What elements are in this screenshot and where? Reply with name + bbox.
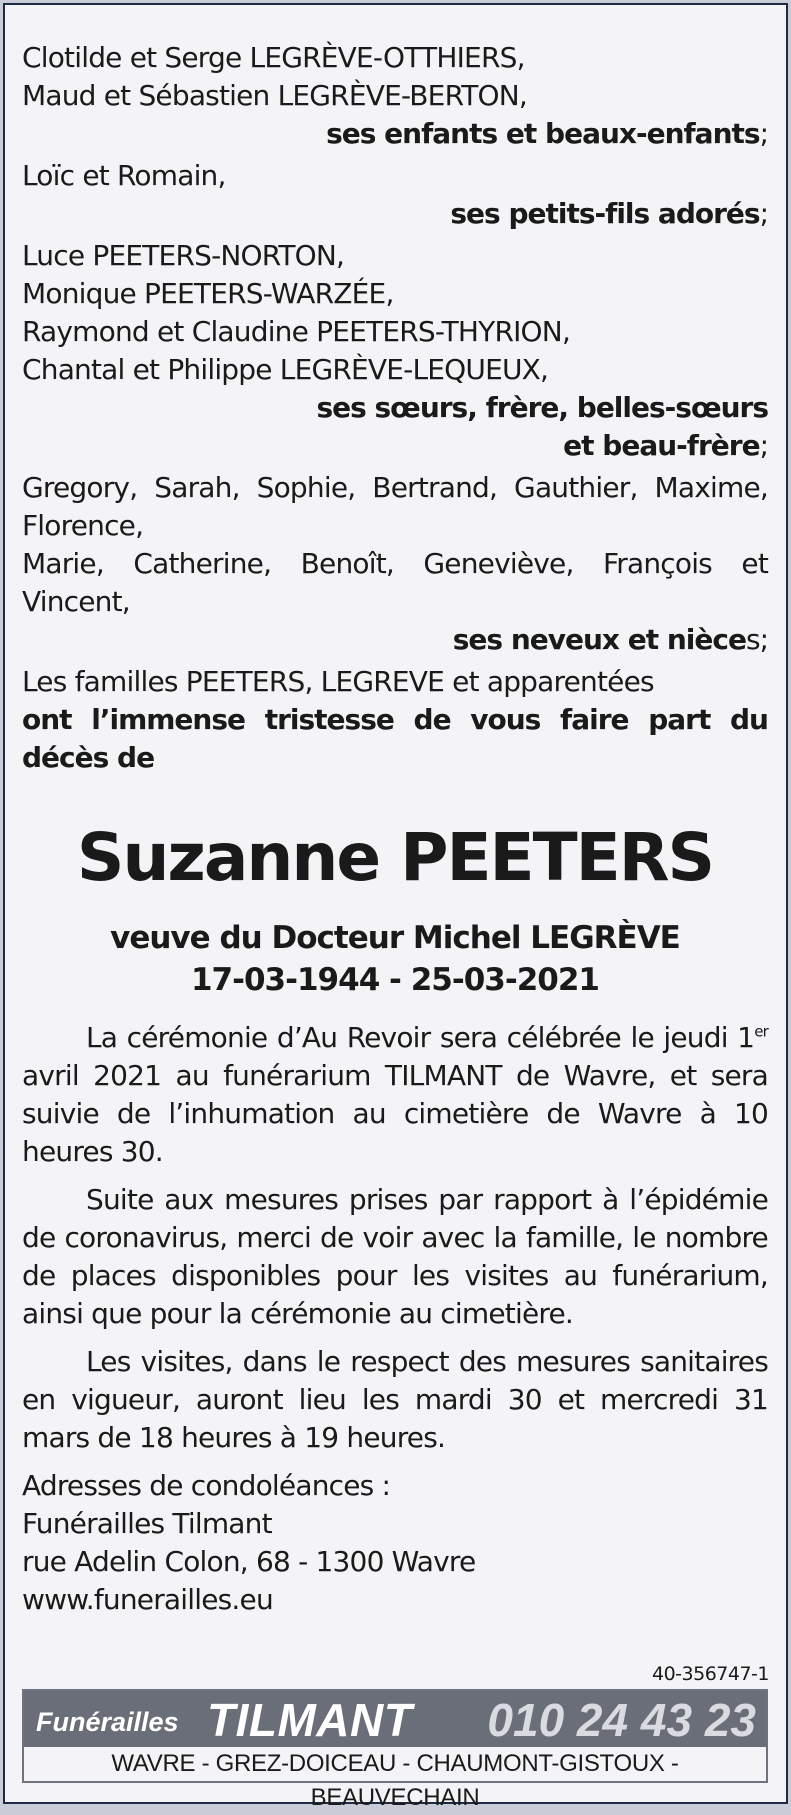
grandchildren-role-text: ses petits-fils adorés [450, 197, 760, 230]
condolences-street: rue Adelin Colon, 68 - 1300 Wavre [22, 1545, 476, 1578]
nephews-line-1: Gregory, Sarah, Sophie, Bertrand, Gauthier, Maxime, Florence, [22, 471, 768, 542]
child-line-2: Maud et Sébastien LEGRÈVE-BERTON, [22, 79, 527, 112]
nephews-role-text: ses neveux et nièce [452, 623, 746, 656]
visits-paragraph: Les visites, dans le respect des mesures sanitaires en vigueur, auront lieu les mardi 30 et mercredi 31 mars de 18 heures à 19 heures. [22, 1345, 768, 1454]
banner-top [24, 1691, 766, 1747]
banner-brand: TILMANT [207, 1694, 413, 1746]
ordinal-superscript: er [754, 1022, 768, 1041]
grandchildren-role [22, 195, 768, 233]
nephews-role-suffix: s [745, 623, 760, 656]
announcement: ont l’immense tristesse de vous faire part du décès de [22, 703, 768, 774]
siblings-role-1: ses sœurs, frère, belles-sœurs [316, 391, 768, 424]
condolences-block [22, 1467, 768, 1619]
siblings-role-2-text: et beau-frère [563, 429, 760, 462]
condolences-company: Funérailles Tilmant [22, 1507, 272, 1540]
semicolon: ; [759, 197, 768, 230]
children-role [22, 115, 768, 153]
condolences-website[interactable]: www.funerailles.eu [22, 1583, 273, 1616]
sibling-line-1: Luce PEETERS-NORTON, [22, 239, 345, 272]
funeral-home-banner [22, 1689, 768, 1811]
reference-number: 40-356747-1 [651, 1663, 769, 1685]
notice-content [22, 39, 768, 1619]
ceremony-text-b: avril 2021 au funérarium TILMANT de Wavre, et sera suivie de l’inhumation au cimetière de Wavre à 10 heures 30. [22, 1059, 768, 1168]
banner-prefix: Funérailles [36, 1707, 179, 1737]
siblings-role-2 [22, 427, 768, 465]
ceremony-paragraph [22, 1019, 768, 1171]
nephews-role [22, 621, 768, 659]
child-line-1: Clotilde et Serge LEGRÈVE-OTTHIERS, [22, 41, 525, 74]
sibling-line-4: Chantal et Philippe LEGRÈVE-LEQUEUX, [22, 353, 549, 386]
nephews-line-2: Marie, Catherine, Benoît, Geneviève, François et Vincent, [22, 547, 768, 618]
deceased-name: Suzanne PEETERS [76, 819, 714, 896]
banner-locations: WAVRE - GREZ-DOICEAU - CHAUMONT-GISTOUX - BEAUVECHAIN [24, 1747, 766, 1781]
grandchildren-line: Loïc et Romain, [22, 159, 226, 192]
covid-paragraph: Suite aux mesures prises par rapport à l’épidémie de coronavirus, merci de voir avec la famille, le nombre de places disponibles pour les visites au funérarium, ainsi que pour la cérémonie au cimetière. [22, 1183, 768, 1330]
children-role-text: ses enfants et beaux-enfants [326, 117, 760, 150]
semicolon: ; [759, 429, 768, 462]
semicolon: ; [759, 623, 768, 656]
sibling-line-3: Raymond et Claudine PEETERS-THYRION, [22, 315, 571, 348]
banner-phone[interactable]: 010 24 43 23 [487, 1694, 756, 1746]
ceremony-text-a: La cérémonie d’Au Revoir sera célébrée le jeudi 1 [86, 1021, 755, 1054]
life-dates: 17-03-1944 - 25-03-2021 [190, 962, 600, 998]
semicolon: ; [759, 117, 768, 150]
sibling-line-2: Monique PEETERS-WARZÉE, [22, 277, 394, 310]
widow-of: veuve du Docteur Michel LEGRÈVE [110, 920, 680, 956]
families-line: Les familles PEETERS, LEGREVE et apparentées [22, 665, 654, 698]
condolences-heading: Adresses de condoléances : [22, 1469, 391, 1502]
obituary-notice [3, 3, 788, 1811]
